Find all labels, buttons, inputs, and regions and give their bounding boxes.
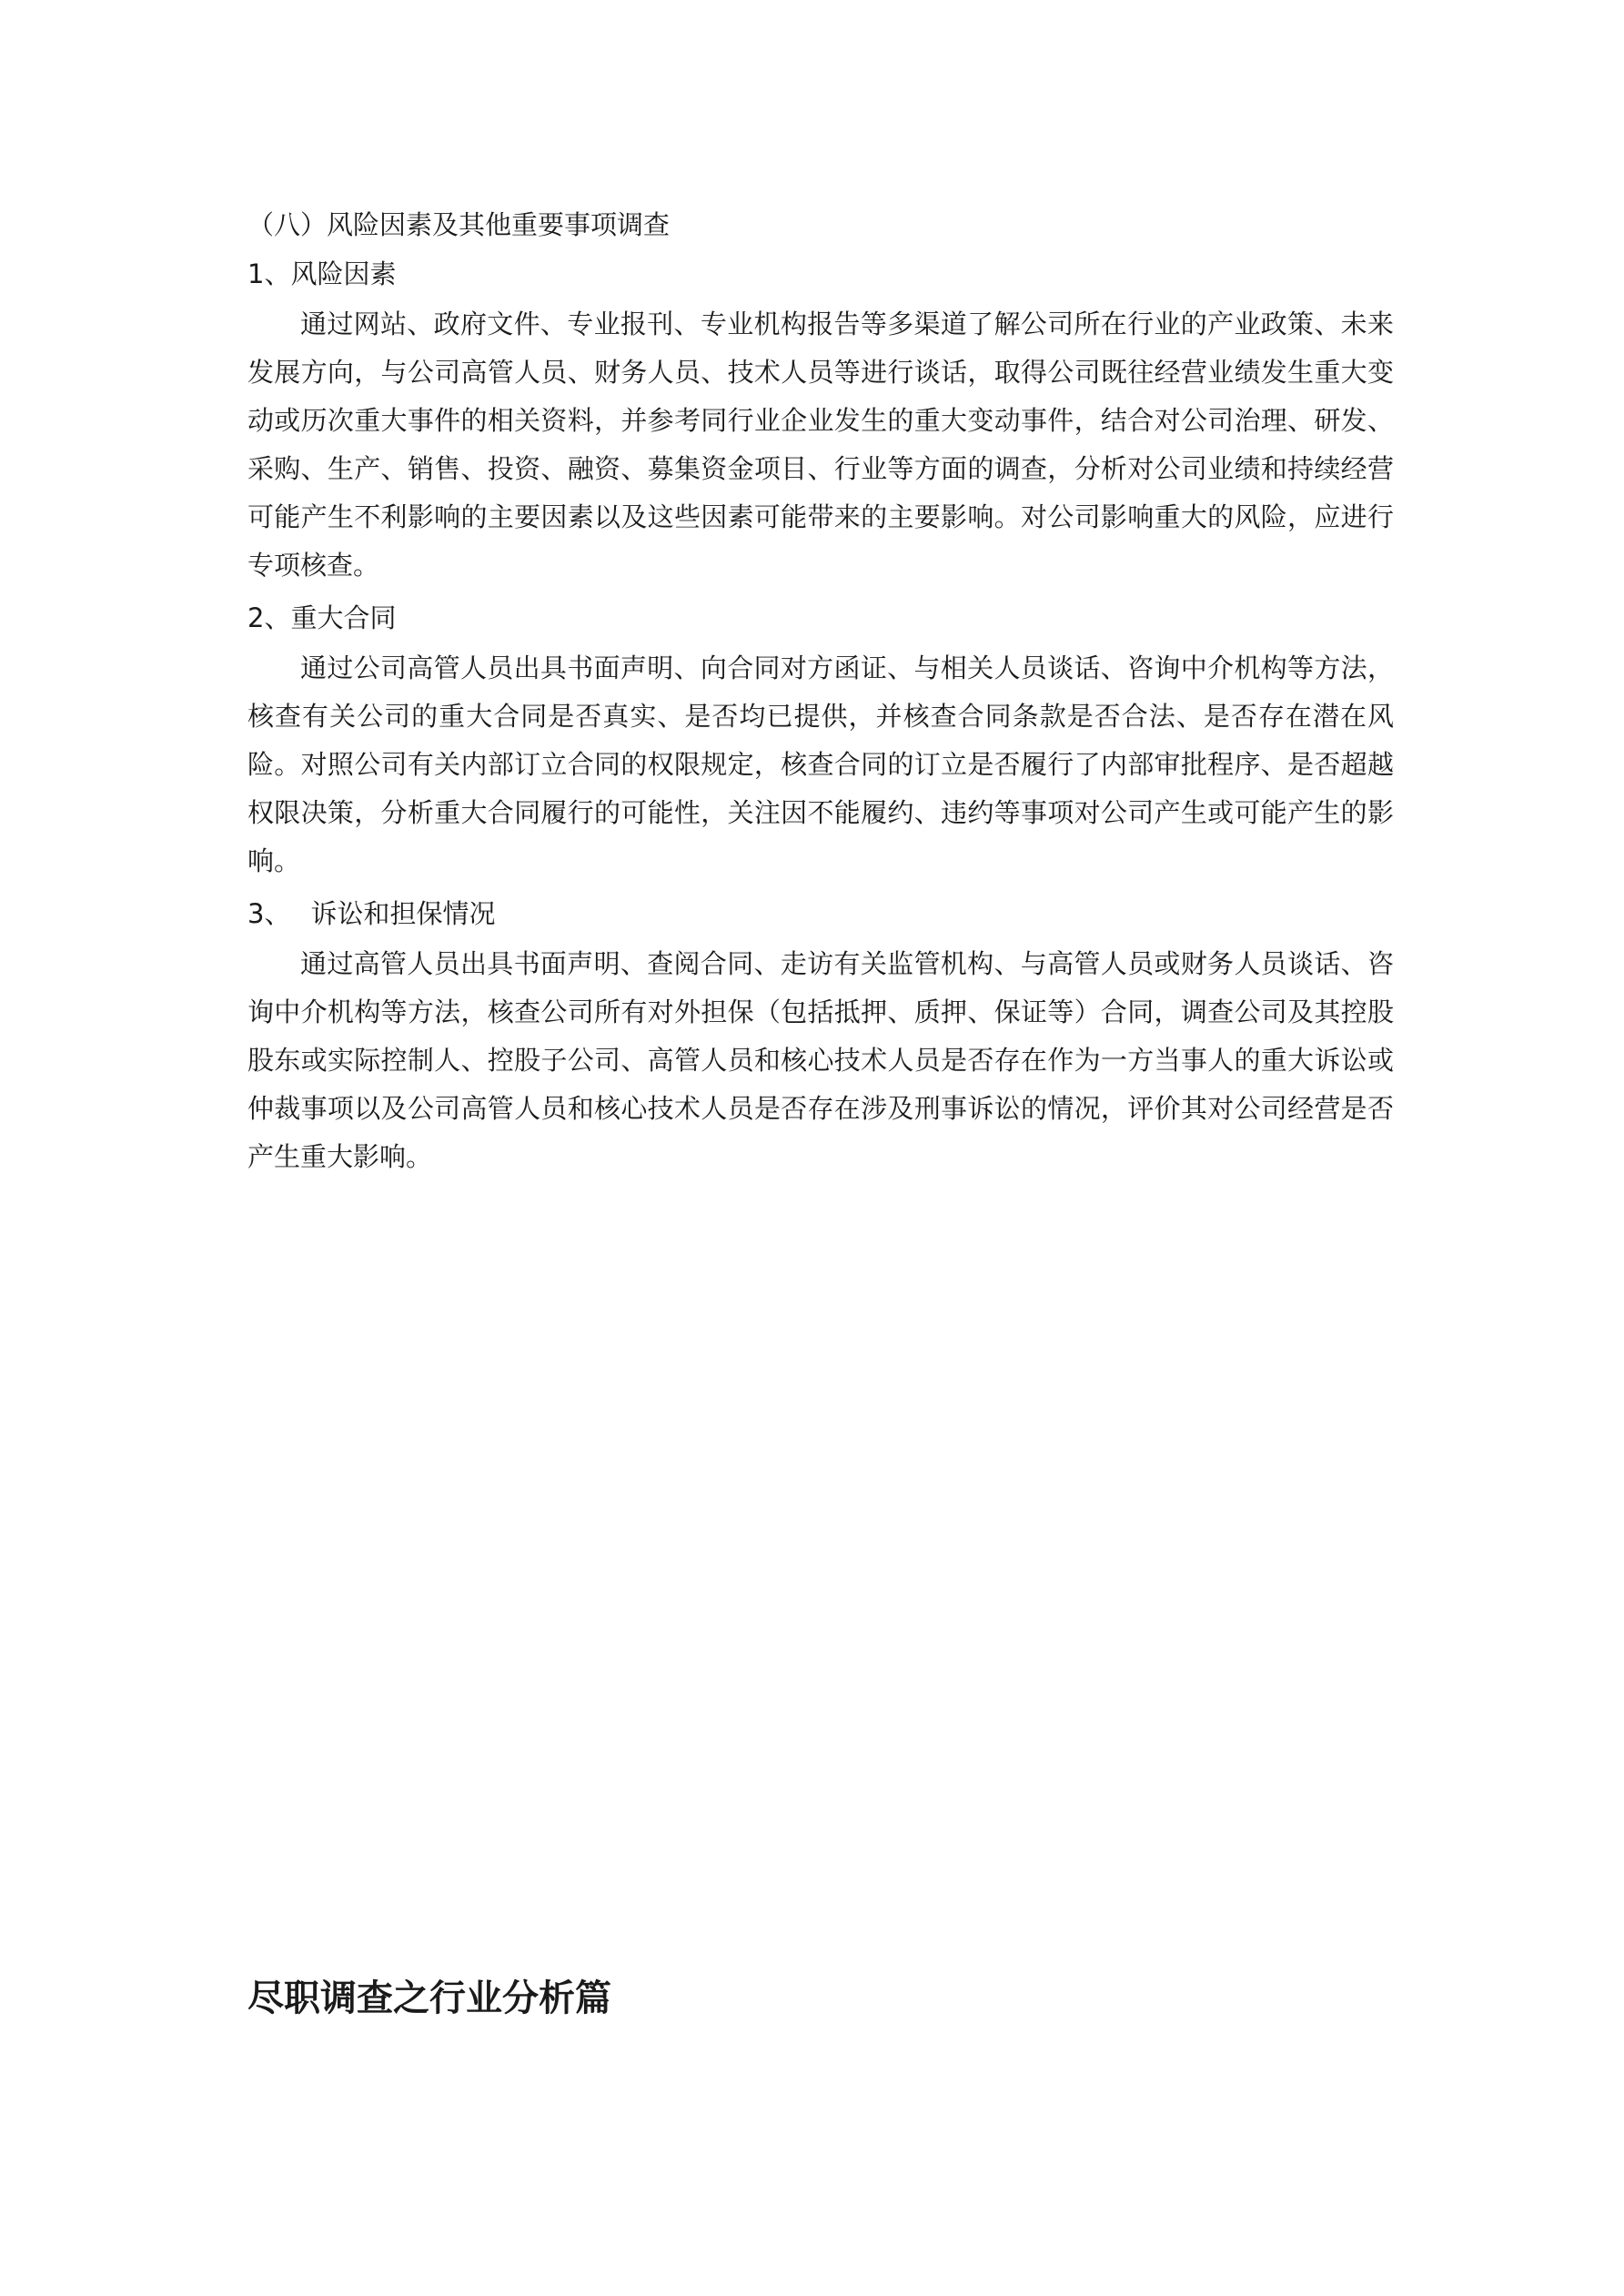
item-heading-text: 风险因素	[290, 258, 397, 289]
item-heading-text: 重大合同	[290, 602, 397, 633]
item-heading-risk-factors	[247, 251, 1394, 297]
paragraph-litigation-guarantees: 通过高管人员出具书面声明、查阅合同、走访有关监管机构、与高管人员或财务人员谈话、咨询中介机构等方法，核查公司所有对外担保（包括抵押、质押、保证等）合同，调查公司及其控股股东或实际控制人、控股子公司、高管人员和核心技术人员是否存在作为一方当事人的重大诉讼或仲裁事项以及公司高管人员和核心技术人员是否存在涉及刑事诉讼的情况，评价其对公司经营是否产生重大影响。	[247, 948, 1394, 1172]
item-heading-text: 诉讼和担保情况	[310, 898, 496, 929]
item-heading-major-contracts	[247, 595, 1394, 641]
document-body	[247, 202, 1394, 1187]
section-title: （八）风险因素及其他重要事项调查	[247, 209, 671, 240]
next-section-title: 尽职调查之行业分析篇	[247, 1977, 611, 2019]
item-number: 2、	[247, 602, 291, 633]
item-heading-litigation-guarantees	[247, 891, 1394, 936]
item-number: 1、	[247, 258, 291, 289]
paragraph-major-contracts: 通过公司高管人员出具书面声明、向合同对方函证、与相关人员谈话、咨询中介机构等方法，核查有关公司的重大合同是否真实、是否均已提供，并核查合同条款是否合法、是否存在潜在风险。对照公司有关内部订立合同的权限规定，核查合同的订立是否履行了内部审批程序、是否超越权限决策，分析重大合同履行的可能性，关注因不能履约、违约等事项对公司产生或可能产生的影响。	[247, 652, 1394, 876]
item-number: 3、	[247, 898, 291, 929]
paragraph-risk-factors: 通过网站、政府文件、专业报刊、专业机构报告等多渠道了解公司所在行业的产业政策、未来发展方向，与公司高管人员、财务人员、技术人员等进行谈话，取得公司既往经营业绩发生重大变动或历次重大事件的相关资料，并参考同行业企业发生的重大变动事件，结合对公司治理、研发、采购、生产、销售、投资、融资、募集资金项目、行业等方面的调查，分析对公司业绩和持续经营可能产生不利影响的主要因素以及这些因素可能带来的主要影响。对公司影响重大的风险，应进行专项核查。	[247, 308, 1394, 581]
